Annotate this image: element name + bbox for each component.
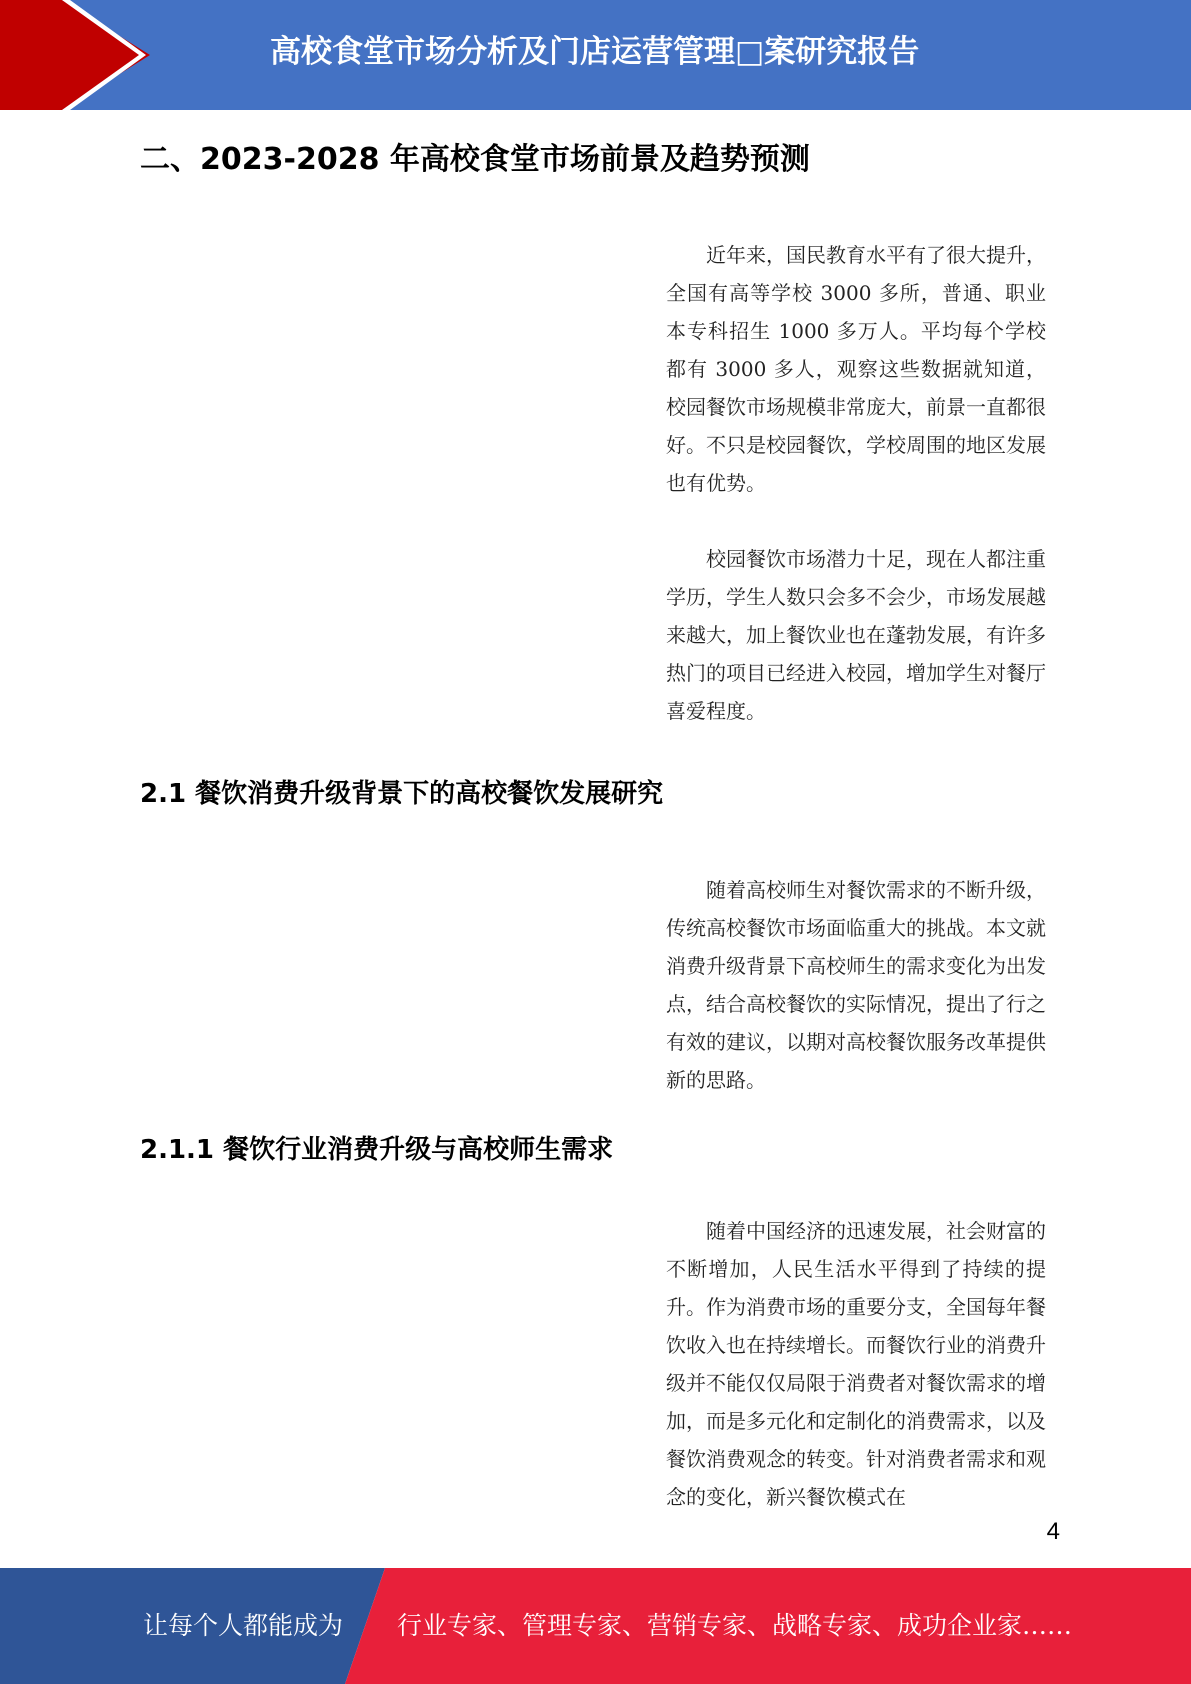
- paragraph-potential: 校园餐饮市场潜力十足，现在人都注重学历，学生人数只会多不会少，市场发展越来越大，加上餐饮业也在蓬勃发展，有许多热门的项目已经进入校园，增加学生对餐厅喜爱程度。: [666, 547, 1046, 723]
- heading-2-1: 2.1 餐饮消费升级背景下的高校餐饮发展研究: [140, 779, 664, 809]
- main-heading: 二、2023-2028 年高校食堂市场前景及趋势预测: [140, 142, 810, 177]
- page-header: [0, 0, 1191, 110]
- heading-2-1-1: 2.1.1 餐饮行业消费升级与高校师生需求: [140, 1135, 614, 1165]
- header-title: 高校食堂市场分析及门店运营管理□案研究报告: [270, 34, 920, 70]
- page-footer: [0, 1568, 1191, 1684]
- paragraph-intro: 近年来，国民教育水平有了很大提升，全国有高等学校 3000 多所，普通、职业本专科招生 1000 多万人。平均每个学校都有 3000 多人，观察这些数据就知道，校园餐饮市场规模非常庞大，前景一直都很好。不只是校园餐饮，学校周围的地区发展也有优势。: [666, 243, 1046, 495]
- paragraph-2-1: 随着高校师生对餐饮需求的不断升级，传统高校餐饮市场面临重大的挑战。本文就消费升级背景下高校师生的需求变化为出发点，结合高校餐饮的实际情况，提出了行之有效的建议，以期对高校餐饮服务改革提供新的思路。: [666, 878, 1046, 1092]
- footer-slogan-left: 让每个人都能成为: [143, 1611, 344, 1640]
- page-number: 4: [1046, 1518, 1060, 1545]
- paragraph-2-1-1: 随着中国经济的迅速发展，社会财富的不断增加，人民生活水平得到了持续的提升。作为消费市场的重要分支，全国每年餐饮收入也在持续增长。而餐饮行业的消费升级并不能仅仅局限于消费者对餐饮需求的增加，而是多元化和定制化的消费需求，以及餐饮消费观念的转变。针对消费者需求和观念的变化，新兴餐饮模式在: [666, 1219, 1046, 1509]
- footer-slogan-right: 行业专家、管理专家、营销专家、战略专家、成功企业家……: [397, 1611, 1073, 1640]
